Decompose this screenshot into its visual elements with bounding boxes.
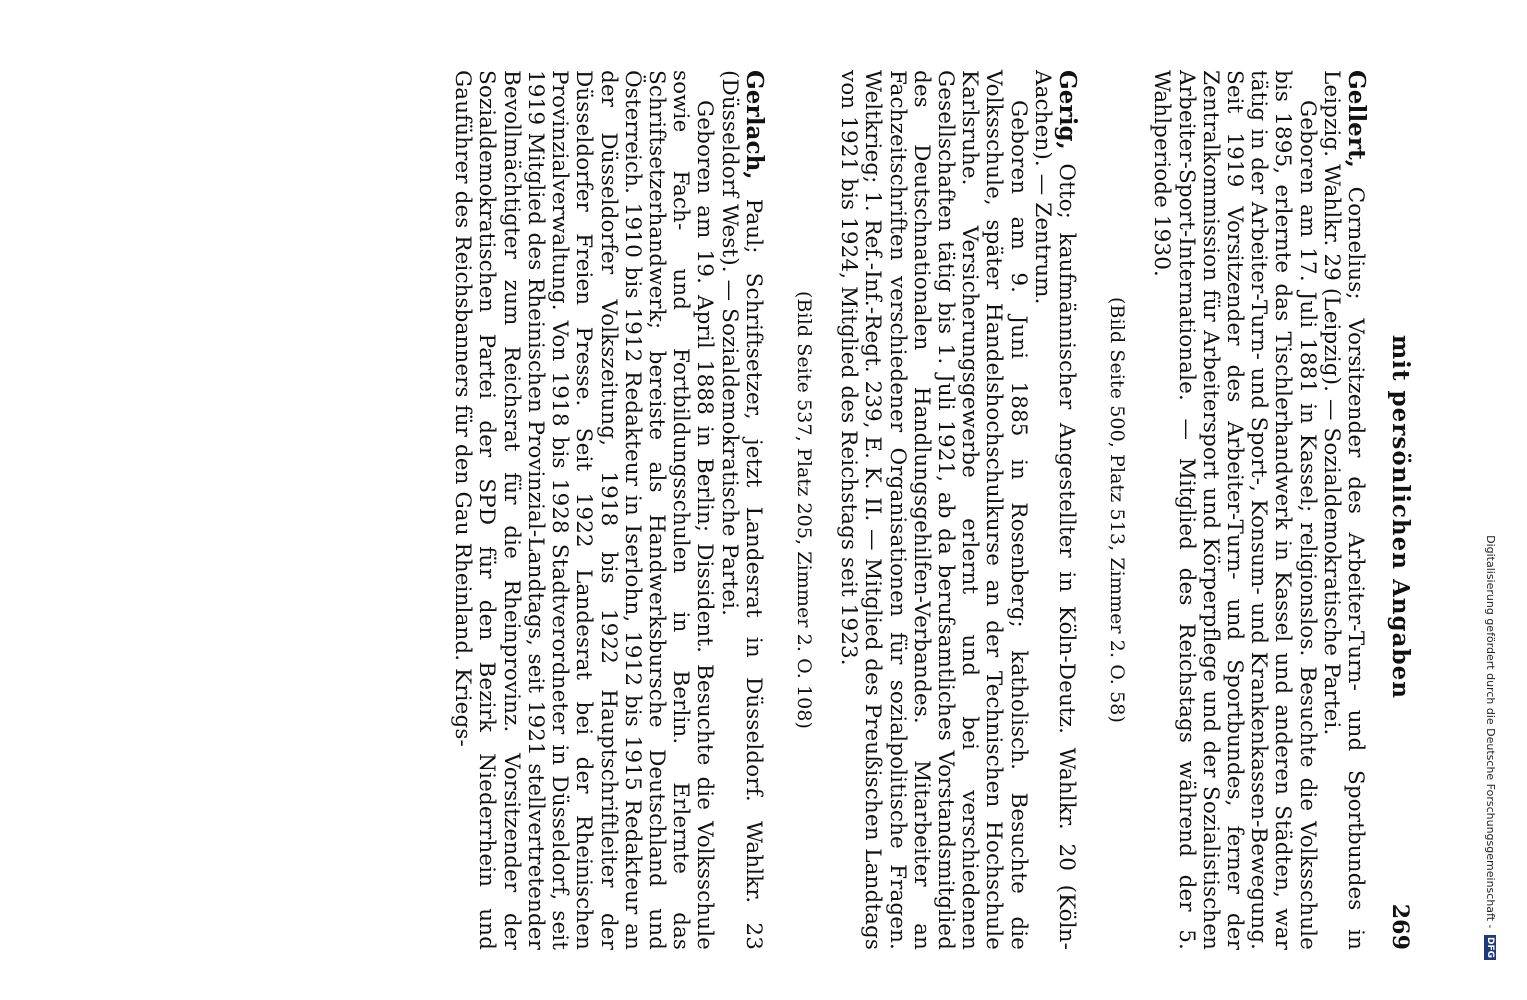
entry-head: Paul; Schriftsetzer, jetzt Landesrat in Düsseldorf. Wahlkr. 23 (Düsseldorf West). — Sozialdemokratische Partei.: [716, 70, 766, 950]
entry-gerig: [792, 70, 1079, 950]
page-title: mit persönlichen Angaben: [1387, 334, 1414, 699]
entry-name: Gellert,: [1343, 70, 1370, 168]
digitization-credit: [1480, 0, 1500, 1000]
entry-name: Gerig,: [1053, 70, 1081, 150]
entry-gerlach: [450, 70, 766, 950]
entry-body: Geboren am 19. April 1888 in Berlin; Dissident. Besuchte die Volksschule sowie Fach- und Fortbildungsschulen in Berlin. Erlernte das Schriftsetzerhandwerk; bereiste als Handwerksbursche Deutschland und Österreich. 1910 bis 1912 Redakteur in Iserlohn, 1912 bis 1915 Redakteur an der Düsseldorfer Volkszeitung, 1918 bis 1922 Hauptschriftleiter der Düsseldorfer Freien Presse. Seit 1922 Landesrat bei der Rheinischen Provinzialverwaltung. Von 1918 bis 1928 Stadtverordneter in Düsseldorf, seit 1919 Mitglied des Rheinischen Provinzial-Landtags, seit 1921 stellvertretender Bevollmächtigter zum Reichsrat für die Rheinprovinz. Vorsitzender der Sozialdemokratischen Partei der SPD für den Bezirk Niederrhein und Gauführer des Reichsbanners für den Gau Rheinland. Kriegs-: [450, 70, 718, 950]
entry-gellert: [1105, 70, 1368, 950]
entry-body: Geboren am 9. Juni 1885 in Rosenberg; katholisch. Besuchte die Volksschule, später Handelshochschulkurse an der Technischen Hochschule Karlsruhe. Versicherungsgewerbe erlernt und bei verschiedenen Gesellschaften tätig bis 1. Juli 1921, ab da berufsamtliches Vorstandsmitglied des Deutschnationalen Handlungsgehilfen-Verbandes. Mitarbeiter an Fachzeitschriften verschiedener Organisationen für sozialpolitische Fragen. Weltkrieg; 1. Ref.-Inf.-Regt. 239, E. K. II. — Mitglied des Preußischen Landtags von 1921 bis 1924, Mitglied des Reichstags seit 1923.: [836, 70, 1031, 950]
page-number: 269: [1387, 903, 1413, 950]
entry-head: Otto; kaufmännischer Angestellter in Köln-Deutz. Wahlkr. 20 (Köln-Aachen). — Zentrum.: [1029, 70, 1079, 950]
entry-body: Geboren am 17. Juli 1881 in Kassel; religionslos. Besuchte die Volksschule bis 1895, erlernte das Tischlerhandwerk in Kassel und anderen Städten, war tätig in der Arbeiter-Turn- und Sport-, Konsum- und Krankenkassen-Bewegung. Seit 1919 Vorsitzender des Arbeiter-Turn- und Sportbundes, ferner der Zentralkommission für Arbeitersport und Körperpflege und der Sozialistischen Arbeiter-Sport-Internationale. — Mitglied des Reichstags während der 5. Wahlperiode 1930.: [1149, 70, 1320, 950]
running-head: [1382, 70, 1412, 950]
entry-reference: (Bild Seite 500, Platz 513, Zimmer 2. O. 58): [1106, 297, 1129, 723]
page-content: [442, 70, 1412, 950]
dfg-logo-icon: DFG: [1485, 936, 1495, 958]
credit-text: Digitalisierung gefördert durch die Deutsche Forschungsgemeinschaft -: [1484, 535, 1497, 929]
entry-head: Cornelius; Vorsitzender des Arbeiter-Turn- und Sportbundes in Leipzig. Wahlkr. 29 (Leipzig). — Sozialdemokratische Partei.: [1318, 70, 1368, 950]
entry-name: Gerlach,: [740, 70, 768, 180]
entry-reference: (Bild Seite 537, Platz 205, Zimmer 2. O. 108): [792, 290, 815, 730]
